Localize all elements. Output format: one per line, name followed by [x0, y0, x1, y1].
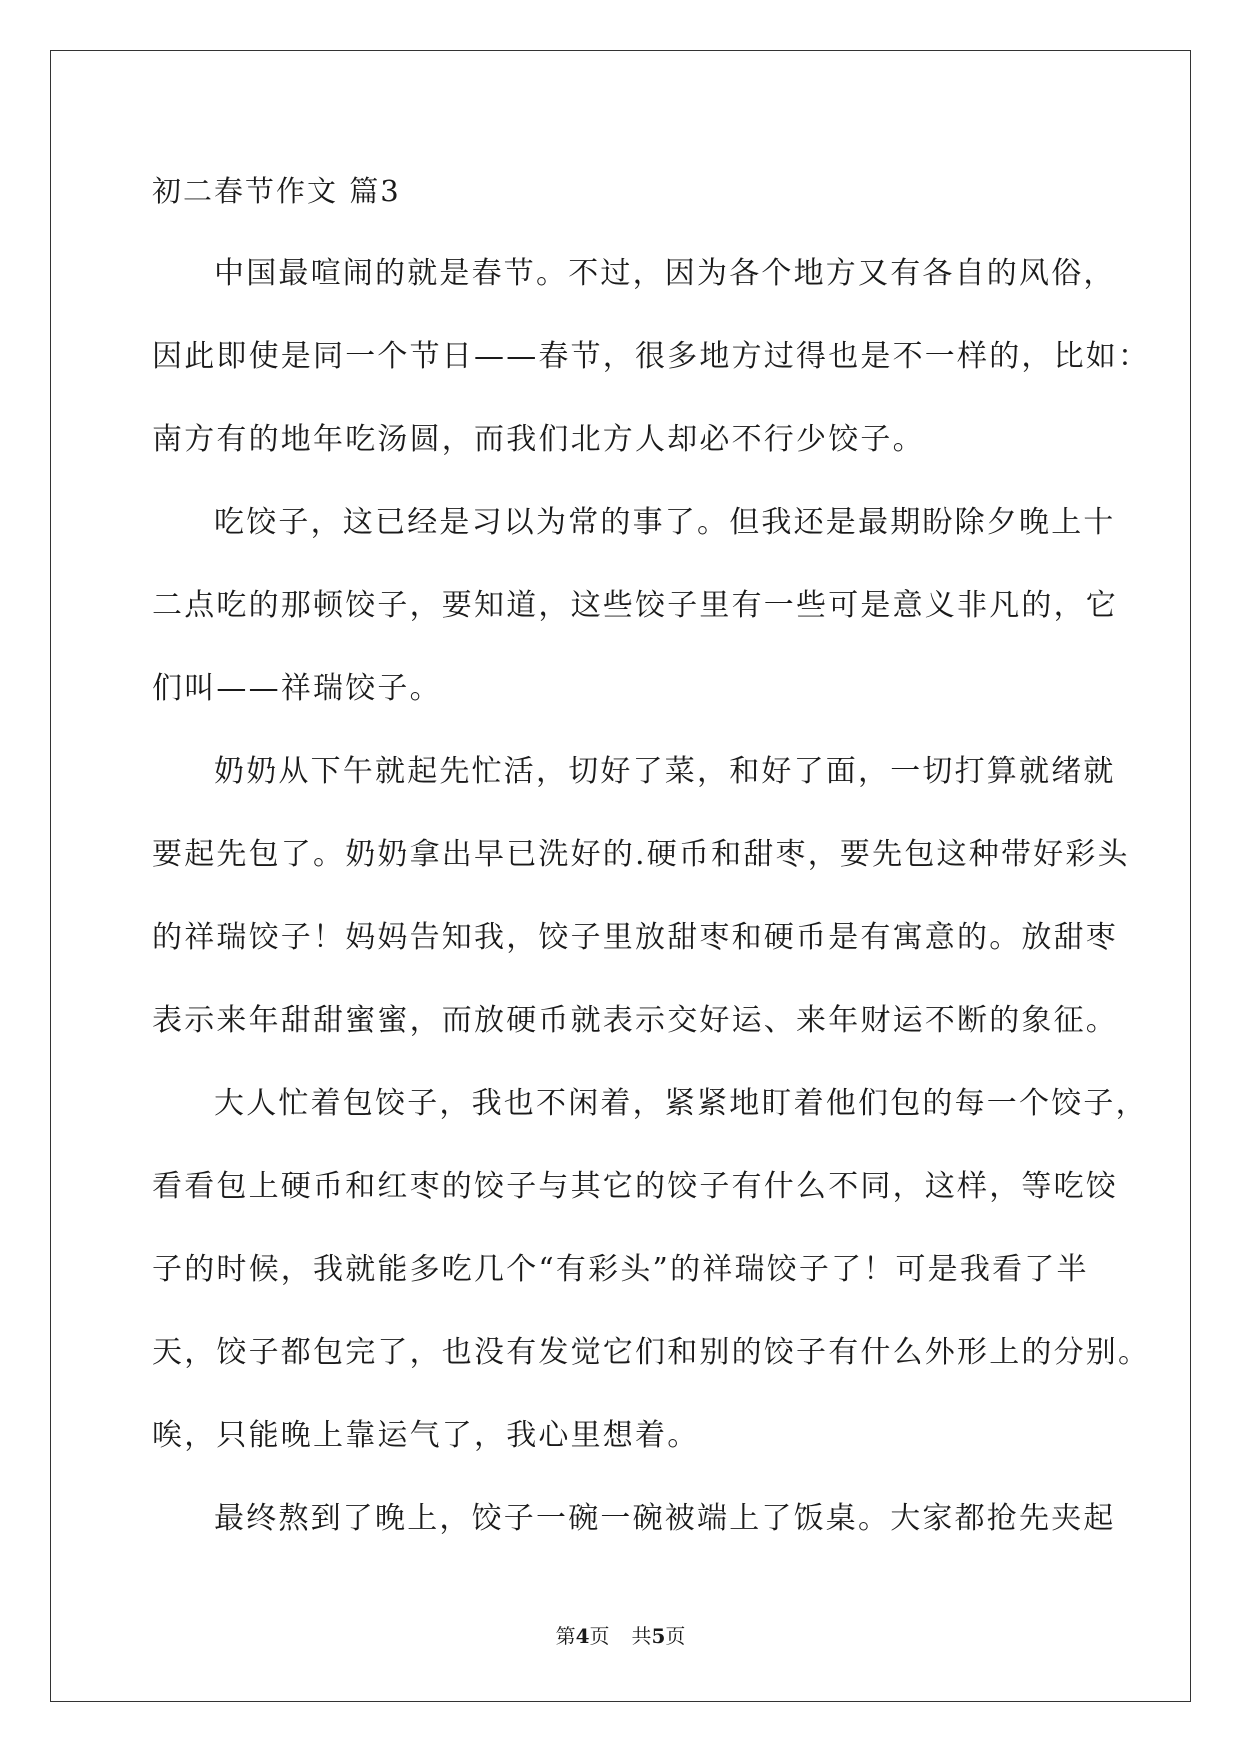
- text-line: 表示来年甜甜蜜蜜，而放硬币就表示交好运、来年财运不断的象征。: [152, 1003, 1118, 1038]
- page-prefix: 第: [555, 1624, 576, 1648]
- text-line: 大人忙着包饺子，我也不闲着，紧紧地盯着他们包的每一个饺子，: [214, 1086, 1148, 1121]
- text-line: 因此即使是同一个节日——春节，很多地方过得也是不一样的，比如：: [152, 339, 1151, 374]
- text-line: 子的时候，我就能多吃几个“有彩头”的祥瑞饺子了！可是我看了半: [152, 1252, 1089, 1287]
- text-line: 南方有的地年吃汤圆，而我们北方人却必不行少饺子。: [152, 422, 925, 457]
- text-line: 唉，只能晚上靠运气了，我心里想着。: [152, 1418, 700, 1453]
- section-heading: 初二春节作文 篇3: [152, 174, 401, 208]
- document-body: [152, 170, 1151, 1581]
- text-line: 二点吃的那顿饺子，要知道，这些饺子里有一些可是意义非凡的，它: [152, 588, 1118, 623]
- total-prefix: 共: [631, 1624, 652, 1648]
- total-pages-number: 5: [651, 1624, 666, 1648]
- text-line: 看看包上硬币和红枣的饺子与其它的饺子有什么不同，这样，等吃饺: [152, 1169, 1118, 1204]
- current-page-number: 4: [575, 1624, 590, 1648]
- total-suffix: 页: [665, 1624, 686, 1648]
- text-line: 中国最喧闹的就是春节。不过，因为各个地方又有各自的风俗，: [214, 256, 1116, 291]
- text-line: 天，饺子都包完了，也没有发觉它们和别的饺子有什么外形上的分别。: [152, 1335, 1151, 1370]
- text-line: 的祥瑞饺子！妈妈告知我，饺子里放甜枣和硬币是有寓意的。放甜枣: [152, 920, 1118, 955]
- paragraph-lines: [152, 253, 1151, 1540]
- text-line: 要起先包了。奶奶拿出早已洗好的.硬币和甜枣，要先包这种带好彩头: [152, 837, 1130, 872]
- text-line: 们叫——祥瑞饺子。: [152, 671, 442, 706]
- text-line: 奶奶从下午就起先忙活，切好了菜，和好了面，一切打算就绪就: [214, 754, 1116, 789]
- page-footer: [0, 1622, 1241, 1650]
- text-line: 最终熬到了晚上，饺子一碗一碗被端上了饭桌。大家都抢先夹起: [214, 1501, 1116, 1536]
- text-line: 吃饺子，这已经是习以为常的事了。但我还是最期盼除夕晚上十: [214, 505, 1116, 540]
- page-suffix: 页: [589, 1624, 610, 1648]
